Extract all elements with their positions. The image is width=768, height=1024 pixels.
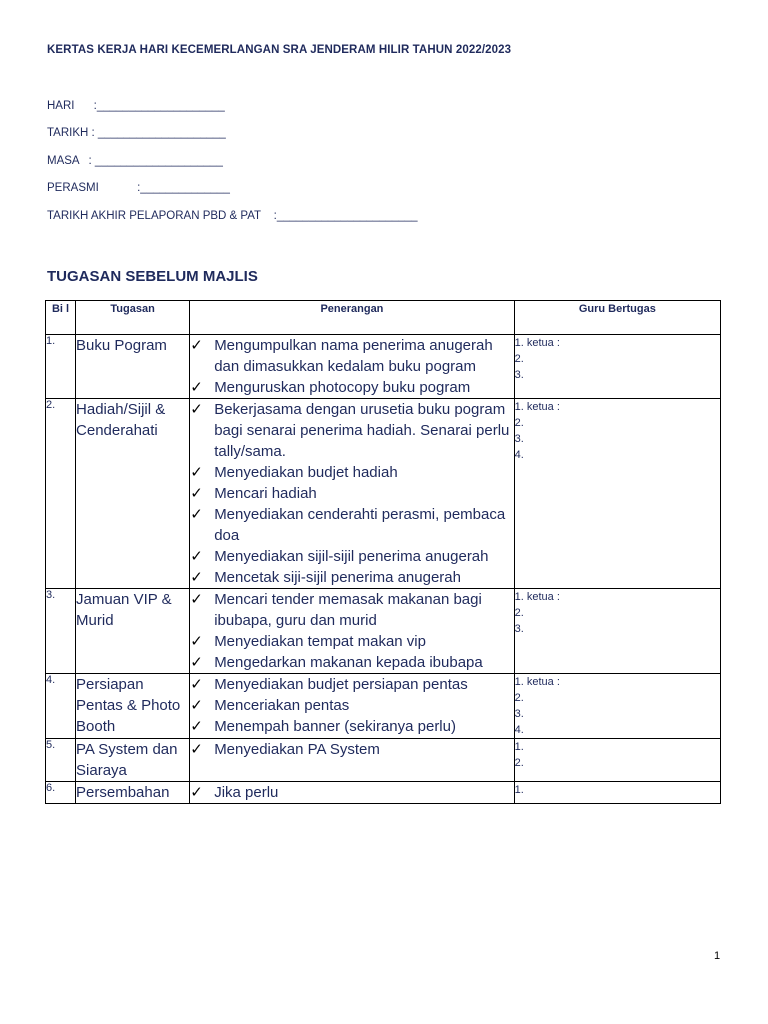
table-row — [46, 674, 721, 739]
checkmark-icon: ✓ — [190, 569, 203, 586]
task-description — [190, 782, 514, 804]
description-text: Menyediakan PA System — [214, 741, 380, 758]
task-name: Persiapan Pentas & Photo Booth — [76, 674, 190, 739]
assigned-teachers — [514, 335, 720, 399]
task-name: PA System dan Siaraya — [76, 739, 190, 782]
checkmark-icon: ✓ — [190, 654, 203, 671]
teacher-slot: 1. — [514, 741, 524, 753]
teacher-slot: 1. ketua : — [514, 591, 560, 603]
description-text: Mencari tender memasak makanan bagi ibubapa, guru dan murid — [214, 591, 482, 629]
teacher-slot: 2. — [514, 607, 524, 619]
teacher-list — [515, 399, 720, 463]
description-item — [190, 716, 513, 737]
teacher-list — [515, 739, 720, 771]
teacher-slot: 3. — [514, 433, 524, 445]
description-item — [190, 399, 513, 462]
description-text: Jika perlu — [214, 784, 279, 801]
task-name: Jamuan VIP & Murid — [76, 589, 190, 674]
table-row — [46, 782, 721, 804]
description-item — [190, 483, 513, 504]
description-text: Mencari hadiah — [214, 485, 317, 502]
assigned-teachers — [514, 674, 720, 739]
row-number: 1. — [46, 335, 76, 399]
description-text: Mengumpulkan nama penerima anugerah dan dimasukkan kedalam buku pogram — [214, 337, 493, 375]
row-number: 2. — [46, 399, 76, 589]
row-number: 4. — [46, 674, 76, 739]
description-list — [190, 399, 513, 588]
assigned-teachers — [514, 739, 720, 782]
description-item — [190, 739, 513, 760]
description-text: Menyediakan cenderahti perasmi, pembaca doa — [214, 506, 506, 544]
description-text: Menyediakan sijil-sijil penerima anugerah — [214, 548, 489, 565]
description-list — [190, 674, 513, 737]
description-item — [190, 782, 513, 803]
teacher-slot: 4. — [514, 449, 524, 461]
teacher-list — [515, 782, 720, 798]
teacher-list — [515, 335, 720, 383]
description-item — [190, 589, 513, 631]
teacher-slot: 1. — [514, 784, 524, 796]
teacher-slot: 1. ketua : — [514, 401, 560, 413]
description-text: Menyediakan budjet hadiah — [214, 464, 398, 481]
task-description — [190, 335, 514, 399]
description-list — [190, 782, 513, 803]
task-description — [190, 399, 514, 589]
field-hari: HARI :____________________ — [47, 100, 225, 112]
teacher-slot: 4. — [514, 724, 524, 736]
checkmark-icon: ✓ — [190, 633, 203, 650]
description-list — [190, 739, 513, 760]
section-title: TUGASAN SEBELUM MAJLIS — [47, 268, 258, 285]
checkmark-icon: ✓ — [190, 337, 203, 354]
checkmark-icon: ✓ — [190, 548, 203, 565]
checkmark-icon: ✓ — [190, 401, 203, 418]
teacher-list — [515, 589, 720, 637]
header-penerangan: Penerangan — [190, 301, 514, 335]
assigned-teachers — [514, 589, 720, 674]
description-item — [190, 567, 513, 588]
field-perasmi: PERASMI :______________ — [47, 182, 230, 194]
checkmark-icon: ✓ — [190, 379, 203, 396]
description-item — [190, 504, 513, 546]
description-item — [190, 695, 513, 716]
task-name: Buku Pogram — [76, 335, 190, 399]
checkmark-icon: ✓ — [190, 741, 203, 758]
tasks-table — [45, 300, 721, 804]
document-title: KERTAS KERJA HARI KECEMERLANGAN SRA JENDERAM HILIR TAHUN 2022/2023 — [47, 44, 512, 56]
description-text: Mencetak siji-sijil penerima anugerah — [214, 569, 461, 586]
description-text: Menyediakan tempat makan vip — [214, 633, 426, 650]
row-number: 5. — [46, 739, 76, 782]
task-description — [190, 674, 514, 739]
field-tarikh-akhir: TARIKH AKHIR PELAPORAN PBD & PAT :______________________ — [47, 210, 418, 222]
table-header-row — [46, 301, 721, 335]
description-item — [190, 546, 513, 567]
checkmark-icon: ✓ — [190, 464, 203, 481]
description-text: Menguruskan photocopy buku pogram — [214, 379, 471, 396]
checkmark-icon: ✓ — [190, 485, 203, 502]
table-row — [46, 399, 721, 589]
checkmark-icon: ✓ — [190, 718, 203, 735]
header-bil: Bi l — [46, 301, 76, 335]
description-list — [190, 335, 513, 398]
checkmark-icon: ✓ — [190, 697, 203, 714]
description-text: Menempah banner (sekiranya perlu) — [214, 718, 456, 735]
description-text: Mengedarkan makanan kepada ibubapa — [214, 654, 483, 671]
header-tugasan: Tugasan — [76, 301, 190, 335]
description-text: Bekerjasama dengan urusetia buku pogram bagi senarai penerima hadiah. Senarai perlu tally/sama. — [214, 401, 510, 460]
description-item — [190, 462, 513, 483]
checkmark-icon: ✓ — [190, 506, 203, 523]
teacher-list — [515, 674, 720, 738]
task-description — [190, 589, 514, 674]
description-list — [190, 589, 513, 673]
table-row — [46, 739, 721, 782]
task-name: Persembahan — [76, 782, 190, 804]
field-masa: MASA : ____________________ — [47, 155, 223, 167]
description-item — [190, 335, 513, 377]
table-row — [46, 335, 721, 399]
row-number: 6. — [46, 782, 76, 804]
table-row — [46, 589, 721, 674]
teacher-slot: 2. — [514, 757, 524, 769]
checkmark-icon: ✓ — [190, 591, 203, 608]
teacher-slot: 1. ketua : — [514, 337, 560, 349]
teacher-slot: 3. — [514, 623, 524, 635]
task-description — [190, 739, 514, 782]
description-text: Menyediakan budjet persiapan pentas — [214, 676, 468, 693]
page-number: 1 — [714, 950, 721, 962]
assigned-teachers — [514, 782, 720, 804]
row-number: 3. — [46, 589, 76, 674]
teacher-slot: 3. — [514, 708, 524, 720]
teacher-slot: 2. — [514, 353, 524, 365]
teacher-slot: 2. — [514, 417, 524, 429]
checkmark-icon: ✓ — [190, 676, 203, 693]
description-item — [190, 377, 513, 398]
field-tarikh: TARIKH : ____________________ — [47, 127, 226, 139]
header-guru-bertugas: Guru Bertugas — [514, 301, 720, 335]
description-text: Menceriakan pentas — [214, 697, 350, 714]
teacher-slot: 3. — [514, 369, 524, 381]
teacher-slot: 1. ketua : — [514, 676, 560, 688]
assigned-teachers — [514, 399, 720, 589]
description-item — [190, 674, 513, 695]
checkmark-icon: ✓ — [190, 784, 203, 801]
task-name: Hadiah/Sijil & Cenderahati — [76, 399, 190, 589]
description-item — [190, 631, 513, 652]
teacher-slot: 2. — [514, 692, 524, 704]
description-item — [190, 652, 513, 673]
